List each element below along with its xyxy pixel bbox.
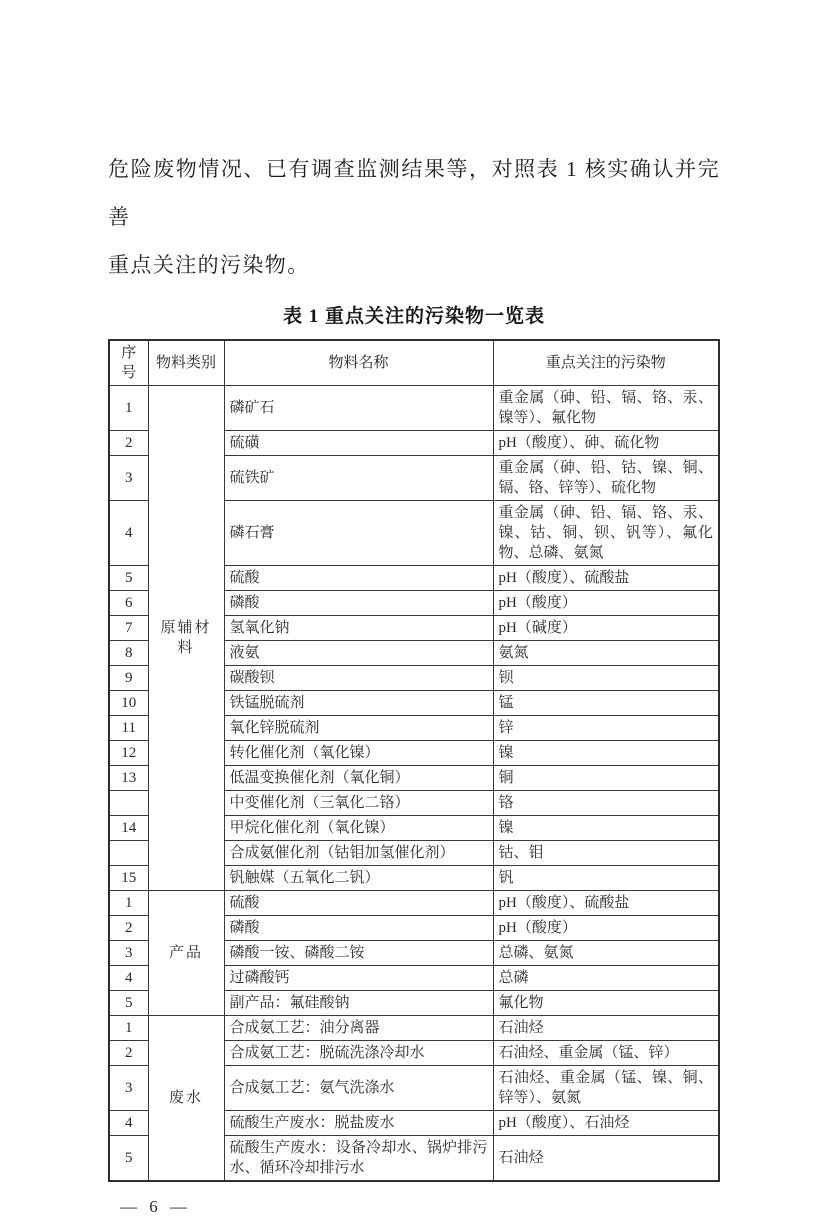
paragraph-line-1: 危险废物情况、已有调查监测结果等，对照表 1 核实确认并完善	[108, 157, 720, 229]
material-name-cell: 合成氨工艺：油分离器	[224, 1016, 493, 1041]
material-name-cell: 磷酸	[224, 916, 493, 941]
paragraph-line-2: 重点关注的污染物。	[108, 253, 310, 277]
pollutants-cell: pH（酸度）、硫酸盐	[493, 566, 719, 591]
pollutants-cell: 钴、钼	[493, 841, 719, 866]
row-number-cell: 1	[109, 891, 148, 916]
material-name-cell: 合成氨催化剂（钴钼加氢催化剂）	[224, 841, 493, 866]
pollutants-cell: 钡	[493, 666, 719, 691]
material-name-cell: 硫酸	[224, 566, 493, 591]
table-row	[109, 386, 719, 431]
material-name-cell: 液氨	[224, 641, 493, 666]
row-number-cell: 5	[109, 991, 148, 1016]
table-header	[109, 340, 719, 386]
header-row	[109, 340, 719, 386]
pollutants-cell: 重金属（砷、铅、镉、铬、汞、镍、钴、铜、钡、钒等）、氟化物、总磷、氨氮	[493, 501, 719, 566]
material-category-cell: 产品	[148, 891, 224, 1016]
material-name-cell: 硫铁矿	[224, 456, 493, 501]
table-row	[109, 1016, 719, 1041]
row-number-cell: 3	[109, 456, 148, 501]
pollutants-cell: 重金属（砷、铅、镉、铬、汞、镍等）、氟化物	[493, 386, 719, 431]
material-name-cell: 合成氨工艺：氨气洗涤水	[224, 1066, 493, 1111]
material-name-cell: 碳酸钡	[224, 666, 493, 691]
pollutants-cell: pH（酸度）、硫酸盐	[493, 891, 719, 916]
pollutants-cell: 锌	[493, 716, 719, 741]
pollutants-cell: 钒	[493, 866, 719, 891]
row-number-cell: 13	[109, 766, 148, 791]
row-number-cell: 3	[109, 1066, 148, 1111]
pollutants-table	[108, 339, 720, 1182]
row-number-cell: 5	[109, 566, 148, 591]
page-number: — 6 —	[120, 1197, 191, 1216]
pollutants-cell: 氨氮	[493, 641, 719, 666]
pollutants-cell: 石油烃	[493, 1136, 719, 1182]
material-category-cell: 废水	[148, 1016, 224, 1182]
pollutants-cell: 镍	[493, 741, 719, 766]
row-number-cell: 11	[109, 716, 148, 741]
row-number-cell: 7	[109, 616, 148, 641]
material-name-cell: 硫酸生产废水：设备冷却水、锅炉排污水、循环冷却排污水	[224, 1136, 493, 1182]
pollutants-cell: pH（酸度）	[493, 591, 719, 616]
material-name-cell: 副产品：氟硅酸钠	[224, 991, 493, 1016]
material-name-cell: 钒触媒（五氧化二钒）	[224, 866, 493, 891]
row-number-cell: 2	[109, 1041, 148, 1066]
material-name-cell: 氢氧化钠	[224, 616, 493, 641]
row-number-cell: 9	[109, 666, 148, 691]
row-number-cell: 4	[109, 1111, 148, 1136]
table-body	[109, 386, 719, 1182]
row-number-cell: 2	[109, 916, 148, 941]
header-cell-no: 序号	[109, 340, 148, 386]
row-number-cell: 14	[109, 816, 148, 841]
pollutants-cell: 铬	[493, 791, 719, 816]
row-number-cell: 1	[109, 386, 148, 431]
body-paragraph	[108, 145, 720, 289]
material-name-cell: 硫磺	[224, 431, 493, 456]
pollutants-cell: pH（酸度）、石油烃	[493, 1111, 719, 1136]
material-name-cell: 硫酸生产废水：脱盐废水	[224, 1111, 493, 1136]
header-cell-pollutants: 重点关注的污染物	[493, 340, 719, 386]
pollutants-cell: pH（碱度）	[493, 616, 719, 641]
pollutants-cell: 镍	[493, 816, 719, 841]
pollutants-cell: pH（酸度）、砷、硫化物	[493, 431, 719, 456]
row-number-cell	[109, 791, 148, 816]
material-name-cell: 铁锰脱硫剂	[224, 691, 493, 716]
pollutants-cell: 重金属（砷、铅、钴、镍、铜、镉、铬、锌等）、硫化物	[493, 456, 719, 501]
material-name-cell: 磷酸一铵、磷酸二铵	[224, 941, 493, 966]
material-name-cell: 硫酸	[224, 891, 493, 916]
pollutants-cell: 石油烃、重金属（锰、锌）	[493, 1041, 719, 1066]
header-cell-name: 物料名称	[224, 340, 493, 386]
pollutants-cell: 总磷、氨氮	[493, 941, 719, 966]
material-name-cell: 磷酸	[224, 591, 493, 616]
row-number-cell	[109, 841, 148, 866]
row-number-cell: 12	[109, 741, 148, 766]
header-cell-category: 物料类别	[148, 340, 224, 386]
material-name-cell: 合成氨工艺：脱硫洗涤冷却水	[224, 1041, 493, 1066]
pollutants-cell: 石油烃、重金属（锰、镍、铜、锌等）、氨氮	[493, 1066, 719, 1111]
pollutants-cell: pH（酸度）	[493, 916, 719, 941]
row-number-cell: 5	[109, 1136, 148, 1182]
row-number-cell: 4	[109, 966, 148, 991]
table-row	[109, 891, 719, 916]
table-title: 表 1 重点关注的污染物一览表	[282, 306, 545, 327]
material-name-cell: 过磷酸钙	[224, 966, 493, 991]
pollutants-cell: 总磷	[493, 966, 719, 991]
row-number-cell: 3	[109, 941, 148, 966]
pollutants-cell: 锰	[493, 691, 719, 716]
material-name-cell: 氧化锌脱硫剂	[224, 716, 493, 741]
row-number-cell: 10	[109, 691, 148, 716]
pollutants-cell: 铜	[493, 766, 719, 791]
row-number-cell: 4	[109, 501, 148, 566]
material-name-cell: 磷矿石	[224, 386, 493, 431]
material-name-cell: 中变催化剂（三氧化二铬）	[224, 791, 493, 816]
material-name-cell: 转化催化剂（氧化镍）	[224, 741, 493, 766]
material-name-cell: 低温变换催化剂（氧化铜）	[224, 766, 493, 791]
pollutants-cell: 氟化物	[493, 991, 719, 1016]
row-number-cell: 8	[109, 641, 148, 666]
material-name-cell: 磷石膏	[224, 501, 493, 566]
row-number-cell: 1	[109, 1016, 148, 1041]
row-number-cell: 15	[109, 866, 148, 891]
material-name-cell: 甲烷化催化剂（氧化镍）	[224, 816, 493, 841]
material-category-cell: 原辅材料	[148, 386, 224, 891]
pollutants-cell: 石油烃	[493, 1016, 719, 1041]
row-number-cell: 6	[109, 591, 148, 616]
row-number-cell: 2	[109, 431, 148, 456]
